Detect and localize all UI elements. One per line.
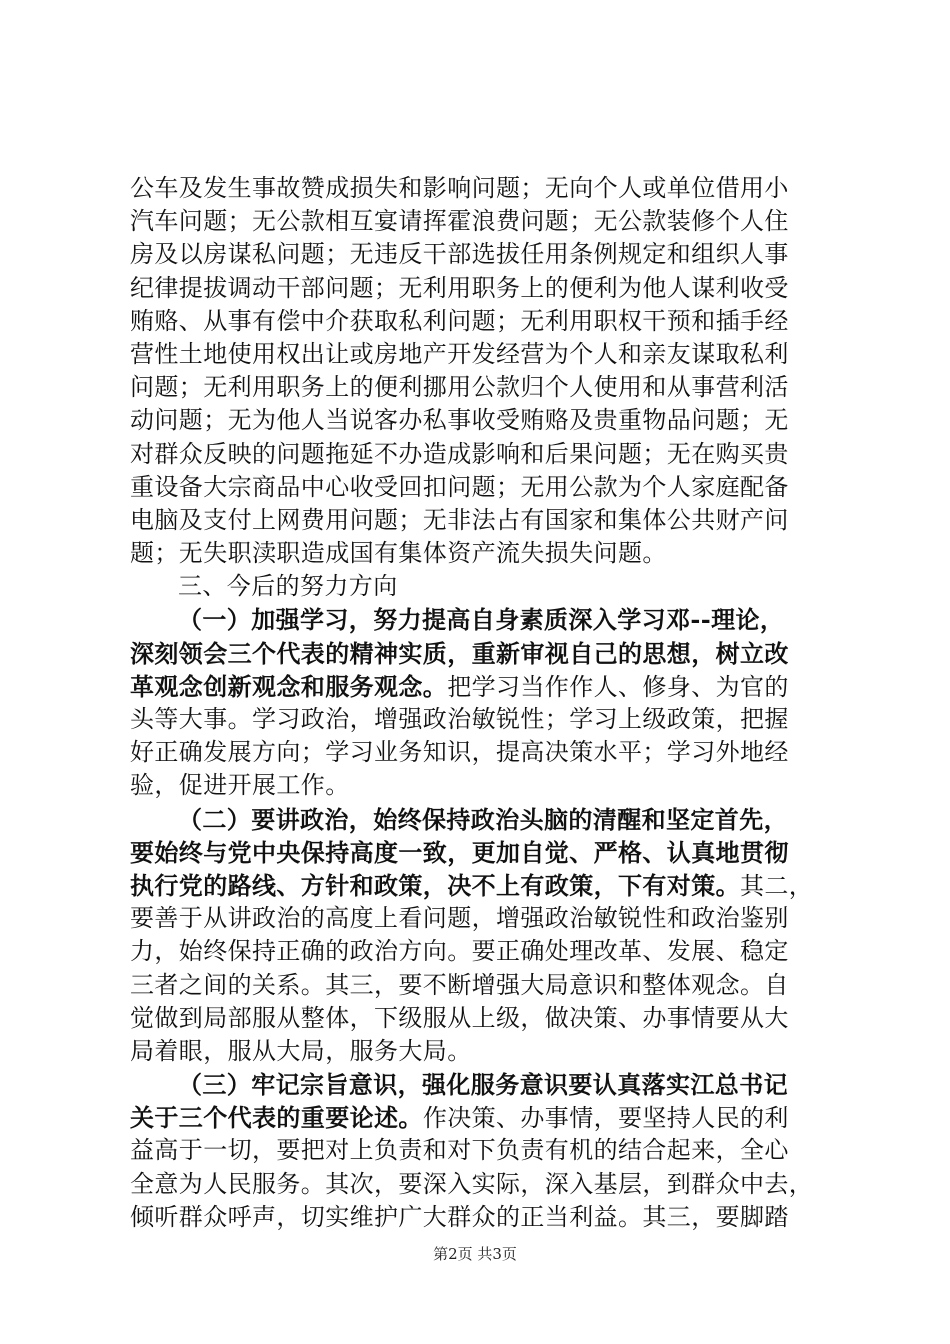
text-line: 益高于一切，要把对上负责和对下负责有机的结合起来，全心	[130, 1136, 789, 1165]
subsection-politics	[130, 803, 830, 1069]
subsection-title: （二）要讲政治，始终保持政治头脑的清醒和坚定首先，	[178, 804, 788, 834]
subsection-study	[130, 603, 830, 802]
text-line: 好正确发展方向；学习业务知识，提高决策水平；学习外地经	[130, 738, 789, 767]
text-line: 力，始终保持正确的政治方向。要正确处理改革、发展、稳定	[130, 937, 789, 966]
text-line: 要善于从讲政治的高度上看问题，增强政治敏锐性和政治鉴别	[130, 904, 789, 933]
text-line: 倾听群众呼声，切实维护广大群众的正当利益。其三，要脚踏	[130, 1202, 789, 1231]
bold-span: 关于三个代表的重要论述。	[130, 1103, 423, 1133]
text-line: 对群众反映的问题拖延不办造成影响和后果问题；无在购买贵	[130, 439, 789, 468]
text-line-bold: 要始终与党中央保持高度一致，更加自觉、严格、认真地贯彻	[130, 837, 789, 867]
document-body	[130, 172, 830, 1234]
text-line: 公车及发生事故赞成损失和影响问题；无向个人或单位借用小	[130, 174, 789, 202]
text-line: 题；无失职渎职造成国有集体资产流失损失问题。	[130, 539, 667, 568]
page-number-footer: 第2页 共3页	[433, 1245, 517, 1263]
bold-span: 革观念创新观念和服务观念。	[130, 671, 448, 701]
subsection-service	[130, 1068, 830, 1234]
text-line: 全意为人民服务。其次，要深入实际，深入基层，到群众中去，	[130, 1169, 814, 1198]
section-heading: 三、今后的努力方向	[178, 572, 398, 601]
text-line: 贿赂、从事有偿中介获取私利问题；无利用职权干预和插手经	[130, 306, 789, 335]
text-line: 重设备大宗商品中心收受回扣问题；无用公款为个人家庭配备	[130, 472, 789, 501]
bold-span: 执行党的路线、方针和政策，决不上有政策，下有对策。	[130, 870, 740, 900]
text-line: 纪律提拔调动干部问题；无利用职务上的便利为他人谋利收受	[130, 273, 789, 302]
plain-span: 其二，	[740, 871, 814, 900]
text-line: 动问题；无为他人当说客办私事收受贿赂及贵重物品问题；无	[130, 406, 789, 435]
text-line: 营性土地使用权出让或房地产开发经营为个人和亲友谋取私利	[130, 339, 789, 368]
text-line: 房及以房谋私问题；无违反干部选拔任用条例规定和组织人事	[130, 240, 789, 269]
text-line: 局着眼，服从大局，服务大局。	[130, 1036, 472, 1065]
plain-span: 作决策、办事情，要坚持人民的利	[422, 1104, 789, 1133]
text-line: 电脑及支付上网费用问题；无非法占有国家和集体公共财产问	[130, 505, 789, 534]
text-line-bold: 深刻领会三个代表的精神实质，重新审视自己的思想，树立改	[130, 638, 789, 668]
paragraph-violations-list	[130, 172, 830, 570]
subsection-title: （三）牢记宗旨意识，强化服务意识要认真落实江总书记	[178, 1070, 788, 1100]
text-line: 三者之间的关系。其三，要不断增强大局意识和整体观念。自	[130, 970, 789, 999]
text-line: 头等大事。学习政治，增强政治敏锐性；学习上级政策，把握	[130, 705, 789, 733]
text-line-mixed	[130, 670, 830, 703]
text-line: 觉做到局部服从整体，下级服从上级，做决策、办事情要从大	[130, 1003, 789, 1032]
text-line: 汽车问题；无公款相互宴请挥霍浪费问题；无公款装修个人住	[130, 207, 789, 236]
plain-span: 把学习当作作人、修身、为官的	[447, 672, 789, 701]
text-line: 问题；无利用职务上的便利挪用公款归个人使用和从事营利活	[130, 373, 789, 402]
text-line: 验，促进开展工作。	[130, 771, 350, 800]
text-line-mixed	[130, 869, 830, 902]
text-line-mixed	[130, 1101, 830, 1134]
subsection-title: （一）加强学习，努力提高自身素质深入学习邓--理论，	[178, 605, 785, 635]
